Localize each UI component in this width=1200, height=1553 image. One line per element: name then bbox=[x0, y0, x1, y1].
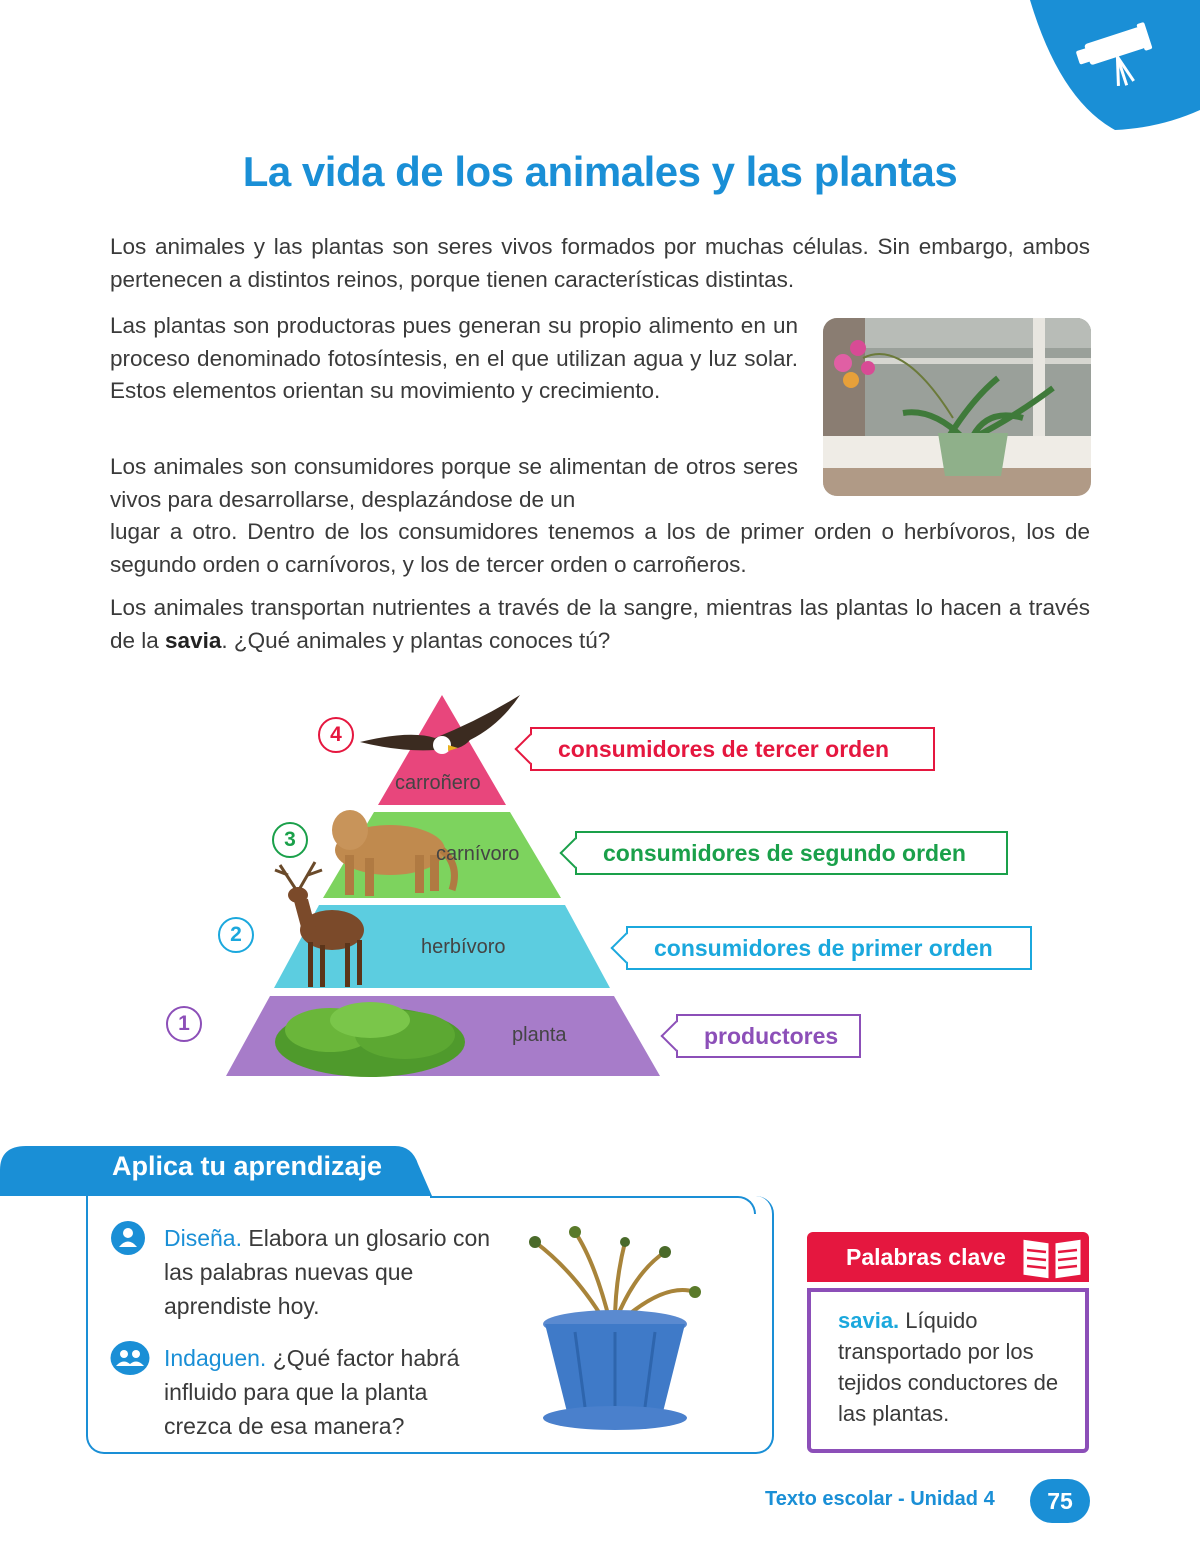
page-title: La vida de los animales y las plantas bbox=[242, 148, 958, 195]
corner-tab bbox=[1020, 0, 1200, 135]
keywords-header: Palabras clave bbox=[846, 1244, 1006, 1270]
keyword-term: savia. bbox=[838, 1308, 900, 1333]
orchid-window-photo bbox=[823, 318, 1091, 496]
paragraph-intro: Los animales y las plantas son seres vivos formados por muchas células. Sin embargo, ambos pertenecen a distintos reinos, porque tienen características distintas. bbox=[110, 234, 1090, 292]
paragraph-animals-part1: Los animales son consumidores porque se alimentan de otros seres vivos para desarrollarse, desplazándose de un bbox=[110, 454, 798, 512]
person-icon bbox=[110, 1220, 146, 1256]
tag-second-order: consumidores de segundo orden bbox=[575, 831, 1008, 875]
activity-item-investigate: Indaguen. ¿Qué factor habrá influido para que la planta crezca de esa manera? bbox=[164, 1345, 460, 1439]
level-number-2: 2 bbox=[218, 917, 254, 953]
paragraph-plants: Las plantas son productoras pues generan su propio alimento en un proceso denominado fotosíntesis, en el que utilizan agua y luz solar. Estos elementos orientan su movimiento y crecimiento. bbox=[110, 313, 798, 403]
level-number-1: 1 bbox=[166, 1006, 202, 1042]
keywords-definition: savia. Líquido transportado por los tejidos conductores de las plantas. bbox=[838, 1308, 1059, 1426]
level-number-4: 4 bbox=[318, 717, 354, 753]
group-icon bbox=[110, 1340, 150, 1376]
page-number: 75 bbox=[1030, 1479, 1090, 1523]
term-savia: savia bbox=[165, 627, 222, 653]
footer-text: Texto escolar - Unidad 4 bbox=[765, 1488, 995, 1510]
paragraph-transport: Los animales transportan nutrientes a través de la sangre, mientras las plantas lo hacen a través de la savia. ¿Qué animales y plantas conoces tú? bbox=[110, 595, 1090, 653]
level-number-3: 3 bbox=[272, 822, 308, 858]
tag-producers: productores bbox=[676, 1014, 861, 1058]
level-label-planta: planta bbox=[512, 1024, 567, 1046]
activity-item-design: Diseña. Elabora un glosario con las palabras nuevas que aprendiste hoy. bbox=[164, 1225, 491, 1319]
tag-third-order: consumidores de tercer orden bbox=[530, 727, 935, 771]
potted-plant-illustration bbox=[515, 1222, 720, 1437]
book-icon bbox=[1016, 1230, 1088, 1286]
activity-box-top-line bbox=[430, 1196, 756, 1214]
tag-first-order: consumidores de primer orden bbox=[626, 926, 1032, 970]
paragraph-animals-part2: lugar a otro. Dentro de los consumidores tenemos a los de primer orden o herbívoros, los de segundo orden o carnívoros, y los de tercer orden o carroñeros. bbox=[110, 519, 1090, 577]
level-label-carronero: carroñero bbox=[395, 772, 481, 794]
level-label-herbivoro: herbívoro bbox=[421, 936, 506, 958]
level-label-carnivoro: carnívoro bbox=[436, 843, 520, 865]
activity-header: Aplica tu aprendizaje bbox=[112, 1151, 383, 1181]
